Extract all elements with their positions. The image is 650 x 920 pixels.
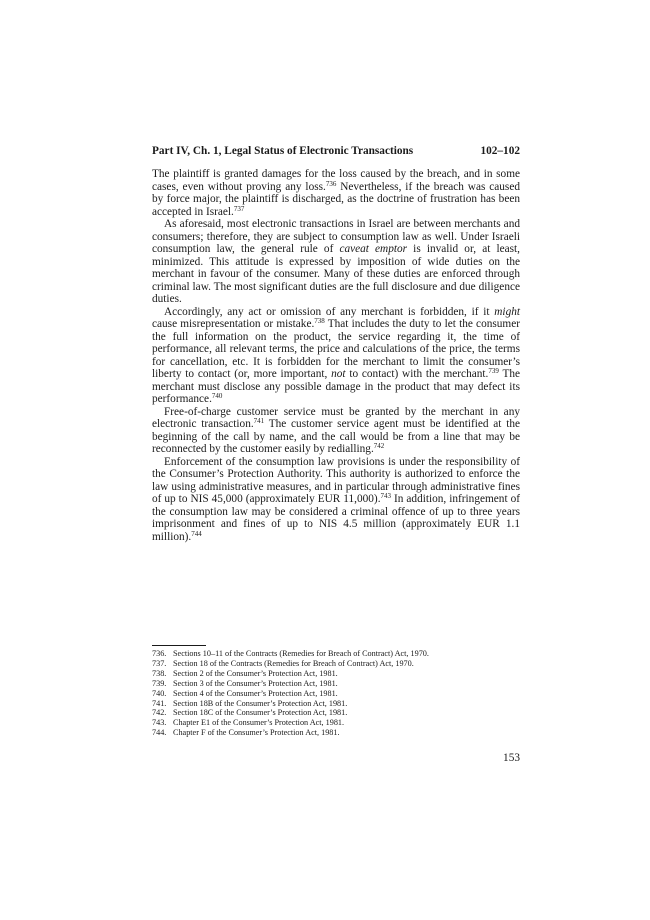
text-run: The customer service agent must be identified at the beginning of the call by name, and the call would be from a line that may be reconnected by the customer easily by redialling. <box>152 418 520 455</box>
footnote <box>152 649 520 659</box>
footnote-text: Sections 10–11 of the Contracts (Remedies for Breach of Contract) Act, 1970. <box>173 649 429 658</box>
paragraph <box>152 218 520 306</box>
footnote-ref: 736 <box>325 179 337 188</box>
footnote-text: Chapter E1 of the Consumer’s Protection Act, 1981. <box>173 718 345 728</box>
text-run: cause misrepresentation or mistake. <box>152 318 315 330</box>
footnote-number: 742. <box>152 708 167 718</box>
footnote-number: 743. <box>152 718 167 728</box>
footnote-number: 741. <box>152 698 167 708</box>
text-run: is invalid or, at least, minimized. This attitude is expressed by imposition of wide duties on the merchant in favour of the consumer. Many of these duties are enforced through criminal law. The most significant duties are the full disclosure and due diligence duties. <box>152 243 520 305</box>
running-header <box>152 144 520 158</box>
emphasis-text: not <box>331 368 346 380</box>
footnote-number: 739. <box>152 678 167 688</box>
footnote-text: Section 2 of the Consumer’s Protection Act, 1981. <box>173 668 338 678</box>
text-run: In addition, infringement of the consumption law may be considered a criminal offence of up to three years imprisonment and fines of up to NIS 4.5 million (approximately EUR 1.1 million). <box>152 493 520 543</box>
footnote-text: Section 18 of the Contracts (Remedies for Breach of Contract) Act, 1970. <box>173 658 414 668</box>
footnote-ref: 742 <box>373 442 385 450</box>
footnotes <box>152 649 520 738</box>
header-title: Part IV, Ch. 1, Legal Status of Electronic Transactions <box>152 145 414 157</box>
text-run: Accordingly, any act or omission of any merchant is forbidden, if it <box>164 305 495 318</box>
footnote <box>152 659 520 669</box>
footnote-ref: 740 <box>211 392 223 400</box>
footnote <box>152 679 520 689</box>
footnote-number: 736. <box>152 649 167 658</box>
text-run: As aforesaid, most electronic transactions in Israel are between merchants and consumers; therefore, they are subject to consumption law as well. Under Israeli consumption law, the general rule of <box>152 218 520 255</box>
footnote-ref: 737 <box>233 204 245 213</box>
text-run: The merchant must disclose any possible damage in the product that may defect its performance. <box>152 368 521 405</box>
footnote-ref: 743 <box>380 492 392 500</box>
footnote-text: Section 18B of the Consumer’s Protection Act, 1981. <box>173 698 348 708</box>
footnote <box>152 708 520 718</box>
text-run: The plaintiff is granted damages for the loss caused by the breach, and in some cases, even without proving any loss. <box>152 168 520 193</box>
paragraph <box>152 406 520 456</box>
paragraph <box>152 456 520 544</box>
paragraph <box>152 168 520 218</box>
header-section-number: 102–102 <box>480 145 520 157</box>
text-run: Free-of-charge customer service must be granted by the merchant in any electronic transaction. <box>152 405 520 430</box>
footnote <box>152 718 520 728</box>
text-run: to contact) with the merchant. <box>345 368 489 380</box>
text-run: Enforcement of the consumption law provisions is under the responsibility of the Consumer’s Protection Authority. This authority is authorized to enforce the law using administrative measures, and in particular through administrative fines of up to NIS 45,000 (approximately EUR 11,000). <box>152 455 520 505</box>
footnote-ref: 739 <box>488 367 499 375</box>
footnote-number: 737. <box>152 658 167 668</box>
footnote-text: Section 4 of the Consumer’s Protection Act, 1981. <box>173 688 338 698</box>
footnote-text: Chapter F of the Consumer’s Protection Act, 1981. <box>173 728 340 738</box>
footnote-separator <box>152 645 206 646</box>
footnote-ref: 741 <box>253 417 265 425</box>
footnote-number: 738. <box>152 668 167 678</box>
emphasis-text: might <box>494 305 520 318</box>
text-run: Nevertheless, if the breach was caused by force major, the plaintiff is discharged, as the doctrine of frustration has been accepted in Israel. <box>152 180 520 218</box>
footnote-ref: 738 <box>314 317 325 325</box>
emphasis-text: caveat emptor <box>339 243 408 255</box>
footnote <box>152 699 520 709</box>
text-run: That includes the duty to let the consumer the full information on the product, the service regarding it, the time of performance, all relevant terms, the price and calculations of the price, the terms for cancellation, etc. It is forbidden for the merchant to limit the consumer’s liberty to contact (or, more important, <box>152 318 520 380</box>
page-number: 153 <box>503 752 520 764</box>
footnote-ref: 744 <box>191 529 202 538</box>
footnote-text: Section 18C of the Consumer’s Protection Act, 1981. <box>173 708 348 718</box>
footnote <box>152 728 520 738</box>
footnote-number: 744. <box>152 728 167 738</box>
footnote <box>152 689 520 699</box>
paragraph <box>152 306 520 406</box>
footnote <box>152 669 520 679</box>
body-text <box>152 168 520 543</box>
footnote-number: 740. <box>152 688 167 698</box>
footnote-text: Section 3 of the Consumer’s Protection Act, 1981. <box>173 678 338 688</box>
